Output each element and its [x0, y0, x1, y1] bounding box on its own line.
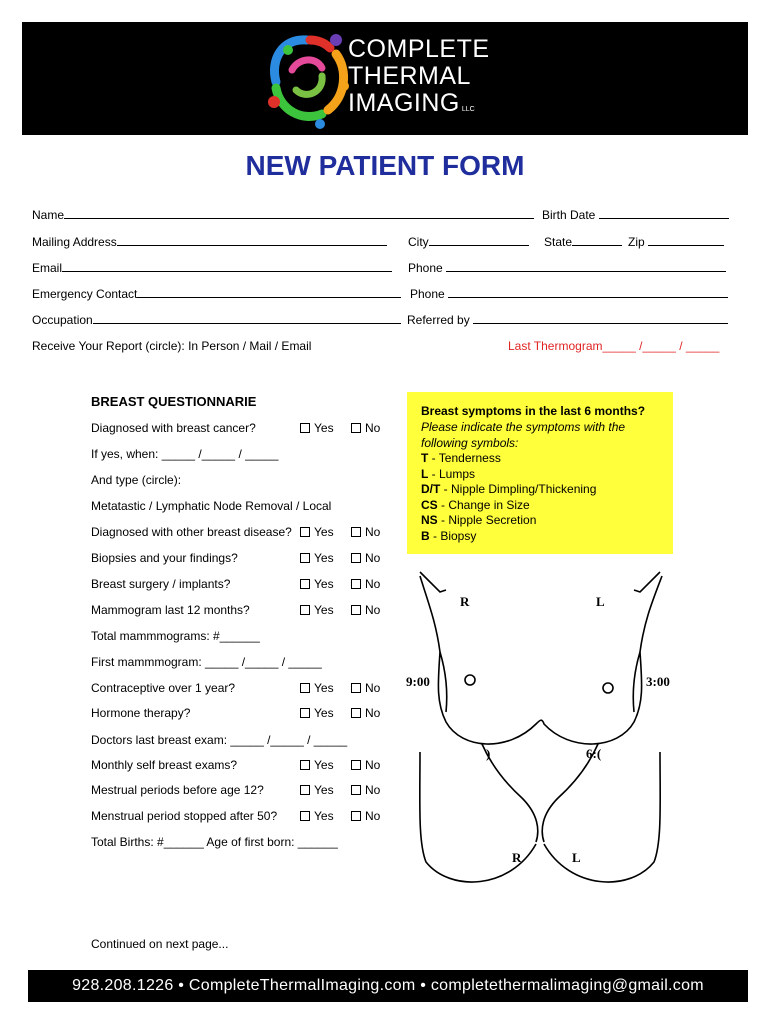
yes-label: Yes — [314, 551, 334, 565]
emergency-contact-field[interactable] — [32, 287, 401, 301]
question-total-births[interactable]: Total Births: #______ Age of first born: ______ — [91, 835, 338, 849]
right-side-line — [633, 652, 640, 712]
symptom-text: - Change in Size — [437, 497, 530, 512]
yes-label: Yes — [314, 681, 334, 695]
checkbox-icon — [351, 683, 361, 693]
no-checkbox[interactable] — [351, 783, 380, 797]
email-field[interactable] — [32, 261, 392, 275]
city-field[interactable] — [408, 235, 529, 249]
checkbox-icon — [300, 579, 310, 589]
question-biopsies: Biopsies and your findings? — [91, 551, 238, 565]
diagram-label-r-bottom: R — [512, 850, 522, 865]
breast-diagram[interactable] — [390, 562, 690, 902]
diagram-label-l-bottom: L — [572, 850, 581, 865]
email-line[interactable] — [62, 261, 392, 272]
phone-label: Phone — [408, 261, 443, 275]
question-surgery: Breast surgery / implants? — [91, 577, 231, 591]
yes-checkbox[interactable] — [300, 421, 334, 435]
yes-label: Yes — [314, 603, 334, 617]
symptom-code: T — [421, 451, 429, 465]
right-neck-line — [634, 572, 660, 592]
state-field[interactable] — [544, 235, 622, 249]
symptom-text: - Tenderness — [428, 451, 501, 465]
no-label: No — [365, 758, 381, 772]
front-torso-outline — [420, 576, 662, 744]
zip-label: Zip — [628, 235, 645, 249]
symptom-code: L — [421, 466, 429, 481]
name-line[interactable] — [64, 208, 534, 219]
yes-label: Yes — [314, 809, 334, 823]
right-nipple-icon — [603, 683, 613, 693]
birth-date-label: Birth Date — [542, 208, 596, 222]
no-checkbox[interactable] — [351, 577, 380, 591]
no-checkbox[interactable] — [351, 758, 380, 772]
zip-field[interactable] — [628, 235, 724, 249]
no-label: No — [365, 809, 381, 823]
state-label: State — [544, 235, 573, 249]
no-checkbox[interactable] — [351, 706, 380, 720]
name-label: Name — [32, 208, 65, 222]
checkbox-icon — [351, 760, 361, 770]
no-checkbox[interactable] — [351, 681, 380, 695]
symptoms-title: Breast symptoms in the last 6 months? — [421, 404, 646, 418]
diagram-label-three: 3:00 — [646, 674, 670, 689]
referred-by-field[interactable] — [407, 313, 728, 327]
yes-checkbox[interactable] — [300, 603, 334, 617]
symptom-item — [421, 513, 536, 529]
no-label: No — [365, 525, 381, 539]
checkbox-icon — [351, 605, 361, 615]
no-label: No — [365, 783, 381, 797]
no-label: No — [365, 551, 381, 565]
lower-left-contour — [482, 744, 538, 842]
continued-note: Continued on next page... — [91, 937, 229, 951]
brand-line-1: COMPLETE — [348, 35, 490, 63]
yes-checkbox[interactable] — [300, 758, 334, 772]
yes-label: Yes — [314, 421, 334, 435]
logo-swirl-icon — [262, 30, 352, 130]
question-periods-before-12: Mestrual periods before age 12? — [91, 783, 264, 797]
brand-line-2: THERMAL — [348, 62, 471, 90]
symptoms-instruction-1: Please indicate the symptoms with the — [421, 420, 626, 434]
referred-by-line[interactable] — [473, 313, 728, 324]
yes-label: Yes — [314, 706, 334, 720]
name-field[interactable] — [32, 208, 534, 222]
symptoms-instruction-2: following symbols: — [421, 435, 519, 450]
symptom-text: - Lumps — [428, 466, 476, 481]
diagram-label-l-top: L — [596, 594, 605, 609]
referred-by-label: Referred by — [407, 313, 470, 327]
yes-checkbox[interactable] — [300, 681, 334, 695]
checkbox-icon — [351, 527, 361, 537]
symptom-code: B — [421, 528, 430, 543]
occupation-label: Occupation — [32, 313, 93, 327]
left-nipple-icon — [465, 675, 475, 685]
question-if-yes-when[interactable]: If yes, when: _____ /_____ / _____ — [91, 447, 279, 461]
checkbox-icon — [351, 811, 361, 821]
yes-label: Yes — [314, 758, 334, 772]
checkbox-icon — [351, 708, 361, 718]
city-label: City — [408, 235, 429, 249]
brand-logo-text — [348, 36, 490, 123]
phone-field[interactable] — [408, 261, 726, 275]
emergency-contact-line[interactable] — [137, 287, 401, 298]
lower-right-breast-outline — [544, 752, 660, 882]
receive-report-options[interactable]: Receive Your Report (circle): In Person / Mail / Email — [32, 339, 312, 353]
symptom-text: - Nipple Dimpling/Thickening — [440, 482, 597, 496]
symptom-item — [421, 529, 476, 545]
diagram-label-six: 6:( — [586, 746, 602, 761]
question-self-exams: Monthly self breast exams? — [91, 758, 238, 772]
questionnaire-title: BREAST QUESTIONNARIE — [91, 394, 257, 409]
symptom-code: CS — [421, 497, 438, 512]
checkbox-icon — [300, 811, 310, 821]
occupation-field[interactable] — [32, 313, 401, 327]
checkbox-icon — [351, 423, 361, 433]
symptom-item — [421, 467, 475, 483]
checkbox-icon — [351, 579, 361, 589]
question-other-disease: Diagnosed with other breast disease? — [91, 525, 292, 539]
emergency-contact-label: Emergency Contact — [32, 287, 138, 301]
yes-checkbox[interactable] — [300, 551, 334, 565]
type-options[interactable]: Metatastic / Lymphatic Node Removal / Local — [91, 499, 332, 513]
yes-checkbox[interactable] — [300, 706, 334, 720]
no-label: No — [365, 706, 381, 720]
no-checkbox[interactable] — [351, 421, 380, 435]
symptom-code: NS — [421, 513, 438, 527]
city-line[interactable] — [429, 235, 529, 246]
phone2-line[interactable] — [448, 287, 728, 298]
yes-label: Yes — [314, 783, 334, 797]
question-contraceptive: Contraceptive over 1 year? — [91, 681, 236, 695]
zip-line[interactable] — [648, 235, 724, 246]
symptom-text: - Nipple Secretion — [437, 513, 537, 527]
checkbox-icon — [300, 683, 310, 693]
checkbox-icon — [300, 605, 310, 615]
checkbox-icon — [300, 527, 310, 537]
symptoms-box — [407, 392, 673, 554]
brand-line-3: IMAGING — [348, 89, 460, 117]
checkbox-icon — [300, 553, 310, 563]
symptom-code: D/T — [421, 482, 441, 496]
occupation-line[interactable] — [93, 313, 401, 324]
yes-checkbox[interactable] — [300, 577, 334, 591]
symptom-text: - Biopsy — [429, 528, 477, 543]
yes-label: Yes — [314, 577, 334, 591]
checkbox-icon — [300, 785, 310, 795]
question-first-mammogram[interactable]: First mammmogram: _____ /_____ / _____ — [91, 655, 322, 669]
symptom-item — [421, 498, 530, 514]
left-side-line — [440, 652, 447, 712]
question-mammogram: Mammogram last 12 months? — [91, 603, 250, 617]
question-hormone: Hormone therapy? — [91, 706, 191, 720]
question-diagnosed-cancer: Diagnosed with breast cancer? — [91, 421, 256, 435]
yes-checkbox[interactable] — [300, 525, 334, 539]
question-total-mammograms[interactable]: Total mammmograms: #______ — [91, 629, 260, 643]
mailing-address-line[interactable] — [117, 235, 387, 246]
symptom-item — [421, 451, 501, 467]
question-type: And type (circle): — [91, 473, 182, 487]
symptom-item — [421, 482, 596, 498]
mailing-address-label: Mailing Address — [32, 235, 117, 249]
state-line[interactable] — [572, 235, 622, 246]
checkbox-icon — [300, 423, 310, 433]
checkbox-icon — [351, 785, 361, 795]
no-checkbox[interactable] — [351, 525, 380, 539]
no-label: No — [365, 577, 381, 591]
checkbox-icon — [351, 553, 361, 563]
no-checkbox[interactable] — [351, 809, 380, 823]
diagram-label-nine: 9:00 — [406, 674, 430, 689]
yes-checkbox[interactable] — [300, 783, 334, 797]
question-period-stopped-50: Menstrual period stopped after 50? — [91, 809, 278, 823]
no-label: No — [365, 603, 381, 617]
diagram-label-paren: ) — [486, 746, 491, 761]
diagram-label-r-top: R — [460, 594, 470, 609]
checkbox-icon — [300, 760, 310, 770]
no-label: No — [365, 421, 381, 435]
yes-checkbox[interactable] — [300, 809, 334, 823]
no-label: No — [365, 681, 381, 695]
yes-label: Yes — [314, 525, 334, 539]
checkbox-icon — [300, 708, 310, 718]
phone2-field[interactable] — [410, 287, 728, 301]
brand-llc: LLC — [461, 106, 475, 113]
footer-contact-bar: 928.208.1226 • CompleteThermalImaging.com • completethermalimaging@gmail.com — [28, 970, 748, 1002]
phone2-label: Phone — [410, 287, 445, 301]
no-checkbox[interactable] — [351, 551, 380, 565]
page-title: NEW PATIENT FORM — [245, 150, 525, 181]
question-doctors-exam[interactable]: Doctors last breast exam: _____ /_____ / _____ — [91, 733, 348, 747]
last-thermogram-field[interactable]: Last Thermogram_____ /_____ / _____ — [508, 339, 720, 353]
birth-date-line[interactable] — [599, 208, 729, 219]
phone-line[interactable] — [446, 261, 726, 272]
birth-date-field[interactable] — [542, 208, 729, 222]
email-label: Email — [32, 261, 63, 275]
no-checkbox[interactable] — [351, 603, 380, 617]
mailing-address-field[interactable] — [32, 235, 387, 249]
